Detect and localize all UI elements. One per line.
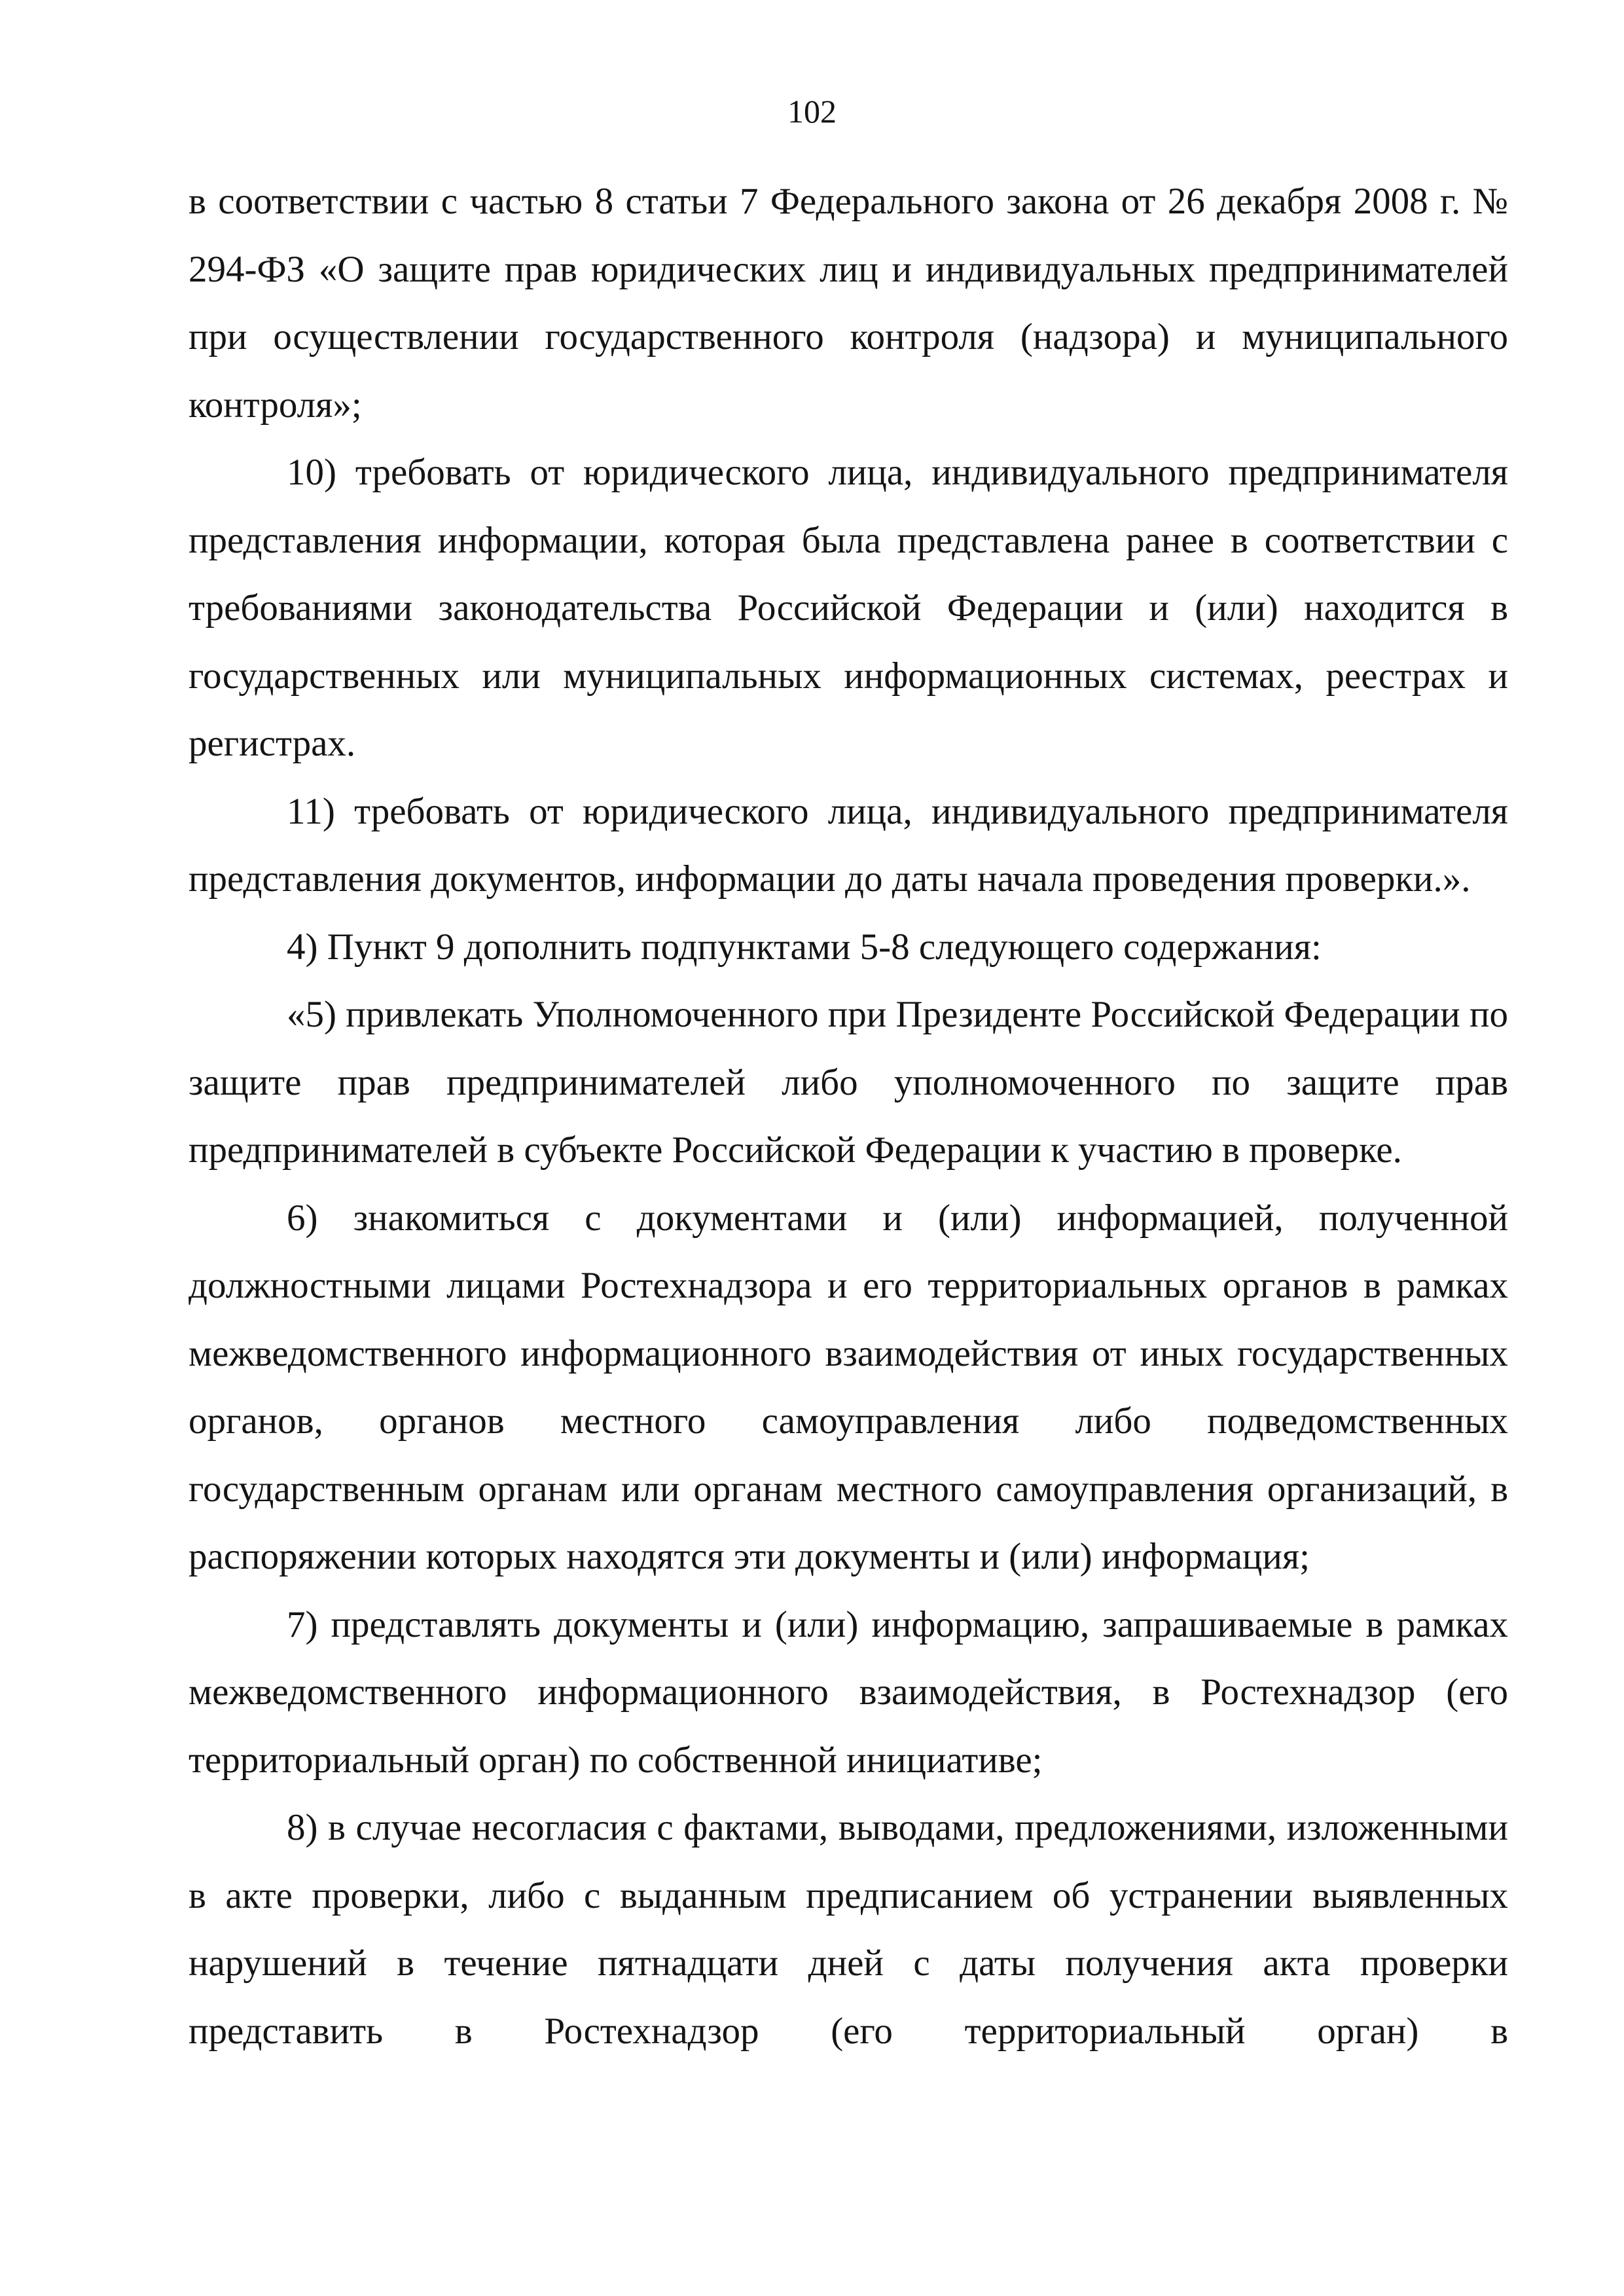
paragraph-item-10: 10) требовать от юридического лица, индивидуального предпринимателя представления информации, которая была представлена ранее в соответствии с требованиями законодательства Российской Федерации и (или) находится в государственных или муниципальных информационных системах, реестрах и регистрах. bbox=[189, 452, 1508, 764]
paragraph-continuation: в соответствии с частью 8 статьи 7 Федерального закона от 26 декабря 2008 г. № 294-ФЗ «О защите прав юридических лиц и индивидуальных предпринимателей при осуществлении государственного контроля (надзора) и муниципального контроля»; bbox=[189, 181, 1508, 426]
paragraph-item-6: 6) знакомиться с документами и (или) информацией, полученной должностными лицами Ростехнадзора и его территориальных органов в рамках межведомственного информационного взаимодействия от иных государственных органов, органов местного самоуправления либо подведомственных государственным органам или органам местного самоуправления организаций, в распоряжении которых находятся эти документы и (или) информация; bbox=[189, 1197, 1508, 1577]
paragraph-item-8: 8) в случае несогласия с фактами, выводами, предложениями, изложенными в акте проверки, либо с выданным предписанием об устранении выявленных нарушений в течение пятнадцати дней с даты получения акта проверки представить в Ростехнадзор (его территориальный орган) в bbox=[189, 1807, 1508, 2052]
paragraph-item-5: «5) привлекать Уполномоченного при Президенте Российской Федерации по защите прав предпринимателей либо уполномоченного по защите прав предпринимателей в субъекте Российской Федерации к участию в проверке. bbox=[189, 994, 1508, 1171]
paragraph-item-11: 11) требовать от юридического лица, индивидуального предпринимателя представления документов, информации до даты начала проведения проверки.». bbox=[189, 790, 1508, 900]
paragraph-item-7: 7) представлять документы и (или) информацию, запрашиваемые в рамках межведомственного информационного взаимодействия, в Ростехнадзор (его территориальный орган) по собственной инициативе; bbox=[189, 1603, 1508, 1781]
page-number: 102 bbox=[787, 93, 837, 130]
paragraph-point-4: 4) Пункт 9 дополнить подпунктами 5-8 следующего содержания: bbox=[287, 926, 1322, 968]
document-body bbox=[189, 168, 1508, 2065]
